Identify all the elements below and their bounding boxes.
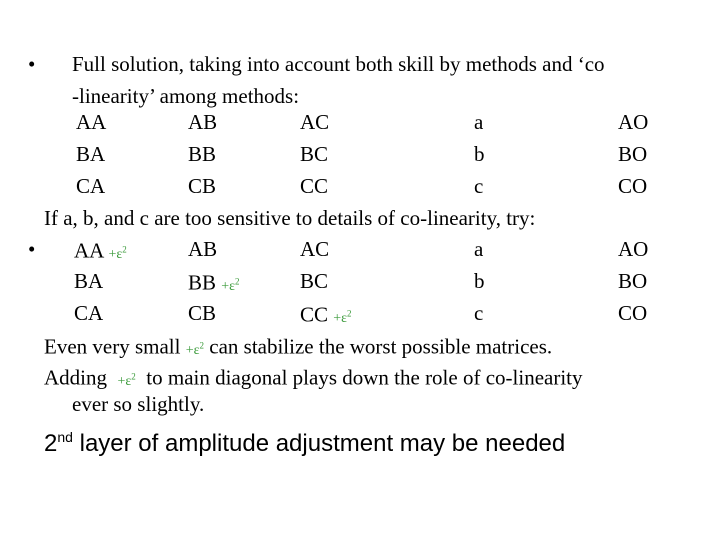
- epsilon-term: $+\varepsilon^2$: [185, 340, 204, 358]
- text-line: Even very small $+\varepsilon^2$ can stabilize the worst possible matrices.: [44, 334, 553, 359]
- text-line: -linearity’ among methods:: [72, 84, 300, 108]
- text-line: Adding $+\varepsilon^2$ to main diagonal plays down the role of co-linearity: [44, 365, 583, 390]
- matrix-cell: AO: [618, 237, 649, 261]
- epsilon-term: $+\varepsilon^2$: [117, 371, 136, 389]
- matrix-cell: BC: [300, 269, 329, 293]
- matrix-cell: AB: [188, 110, 218, 134]
- matrix-cell: CO: [618, 174, 648, 198]
- epsilon-term: $+\varepsilon^2$: [333, 308, 352, 326]
- matrix-cell: BC: [300, 142, 329, 166]
- matrix-cell: CB: [188, 174, 217, 198]
- matrix-cell: AC: [300, 110, 330, 134]
- epsilon-term: $+\varepsilon^2$: [108, 244, 127, 262]
- matrix-cell: a: [474, 237, 484, 261]
- epsilon-term: $+\varepsilon^2$: [221, 276, 240, 294]
- matrix-cell: AC: [300, 237, 330, 261]
- matrix-cell: BO: [618, 142, 648, 166]
- matrix-cell: BB $+\varepsilon^2$: [188, 270, 240, 295]
- matrix-cell: BB: [188, 142, 217, 166]
- matrix-cell: BO: [618, 269, 648, 293]
- matrix-cell: c: [474, 174, 484, 198]
- closing-line: 2nd layer of amplitude adjustment may be needed: [44, 429, 566, 457]
- matrix-cell: CB: [188, 301, 217, 325]
- matrix-cell: CC $+\varepsilon^2$: [300, 302, 352, 327]
- matrix-cell: CA: [76, 174, 106, 198]
- matrix-cell: a: [474, 110, 484, 134]
- text-line: If a, b, and c are too sensitive to details of co-linearity, try:: [44, 206, 536, 230]
- matrix-cell: AA: [76, 110, 107, 134]
- matrix-cell: c: [474, 301, 484, 325]
- matrix-cell: BA: [76, 142, 106, 166]
- matrix-cell: AB: [188, 237, 218, 261]
- matrix-cell: CA: [74, 301, 104, 325]
- matrix-cell: b: [474, 269, 485, 293]
- text-line: ever so slightly.: [72, 392, 205, 416]
- matrix-cell: BA: [74, 269, 104, 293]
- bullet: •: [28, 237, 36, 261]
- matrix-cell: b: [474, 142, 485, 166]
- matrix-cell: AO: [618, 110, 649, 134]
- matrix-cell: CO: [618, 301, 648, 325]
- matrix-cell: AA $+\varepsilon^2$: [74, 238, 127, 263]
- bullet: •: [28, 52, 36, 76]
- matrix-cell: CC: [300, 174, 329, 198]
- text-line: Full solution, taking into account both skill by methods and ‘co: [72, 52, 605, 76]
